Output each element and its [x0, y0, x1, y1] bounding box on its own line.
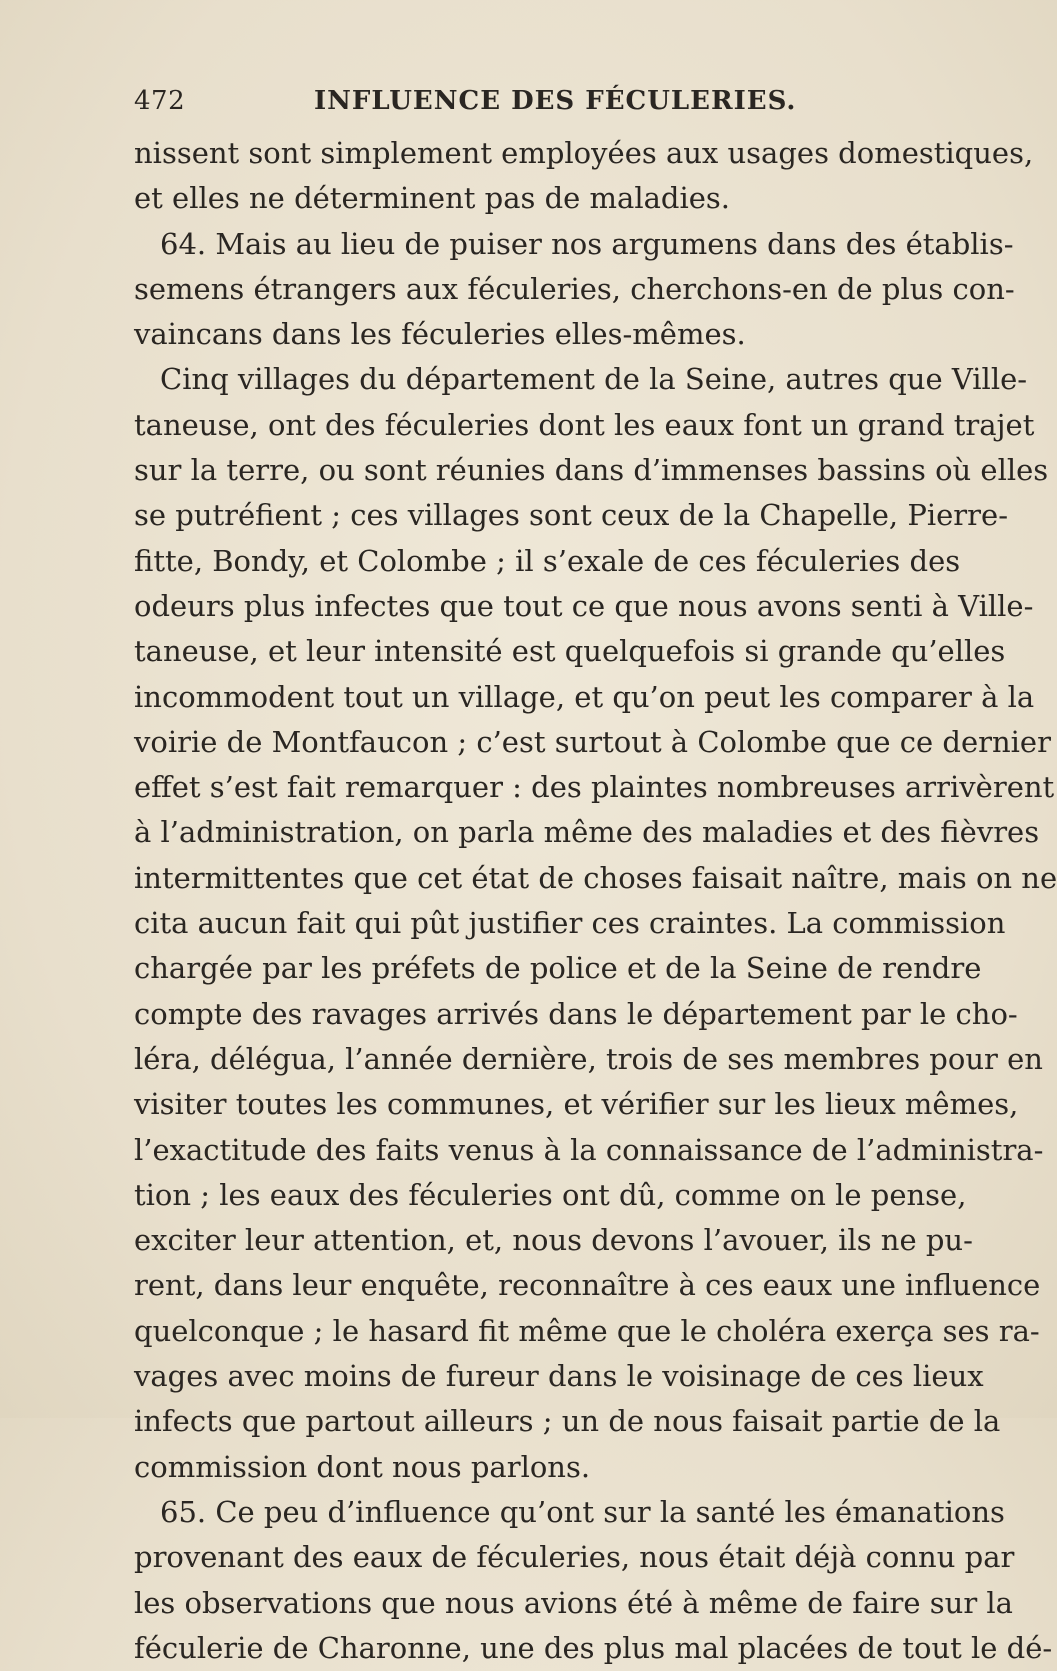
text-line: à l’administration, on parla même des maladies et des fièvres	[134, 815, 1040, 850]
text-line: taneuse, ont des féculeries dont les eaux font un grand trajet	[134, 407, 1035, 442]
text-line: voirie de Montfaucon ; c’est surtout à Colombe que ce dernier	[134, 724, 1051, 759]
text-line: semens étrangers aux féculeries, cherchons-en de plus con-	[134, 271, 1015, 306]
text-line: vaincans dans les féculeries elles-mêmes.	[134, 317, 746, 352]
text-line: quelconque ; le hasard fit même que le choléra exerça ses ra-	[134, 1313, 1040, 1348]
page-header	[134, 86, 797, 122]
text-line: visiter toutes les communes, et vérifier sur les lieux mêmes,	[134, 1087, 1019, 1122]
text-line: vages avec moins de fureur dans le voisinage de ces lieux	[134, 1359, 984, 1394]
text-line: sur la terre, ou sont réunies dans d’immenses bassins où elles	[134, 453, 1049, 488]
text-line: infects que partout ailleurs ; un de nous faisait partie de la	[134, 1404, 1001, 1439]
text-line: taneuse, et leur intensité est quelquefois si grande qu’elles	[134, 634, 1006, 669]
text-line: effet s’est fait remarquer : des plaintes nombreuses arrivèrent	[134, 770, 1055, 805]
text-line: et elles ne déterminent pas de maladies.	[134, 181, 730, 216]
text-line: se putréfient ; ces villages sont ceux de la Chapelle, Pierre-	[134, 498, 1008, 533]
text-line: féculerie de Charonne, une des plus mal placées de tout le dé-	[134, 1630, 1053, 1665]
text-line: exciter leur attention, et, nous devons l’avouer, ils ne pu-	[134, 1223, 973, 1258]
paragraph-start: Cinq villages du département de la Seine, autres que Ville-	[160, 362, 1028, 397]
paragraph-65-start: 65. Ce peu d’influence qu’ont sur la santé les émanations	[160, 1494, 1005, 1529]
page-number: 472	[134, 86, 186, 116]
text-line: compte des ravages arrivés dans le département par le cho-	[134, 996, 1018, 1031]
text-line: provenant des eaux de féculeries, nous était déjà connu par	[134, 1540, 1015, 1575]
running-title: INFLUENCE DES FÉCULERIES.	[314, 86, 797, 116]
text-line: incommodent tout un village, et qu’on peut les comparer à la	[134, 679, 1035, 714]
body-text	[134, 131, 1057, 1671]
text-line: odeurs plus infectes que tout ce que nous avons senti à Ville-	[134, 588, 1034, 623]
text-line: les observations que nous avions été à même de faire sur la	[134, 1585, 1013, 1620]
paragraph-64-start: 64. Mais au lieu de puiser nos argumens dans des établis-	[160, 226, 1014, 261]
text-line: intermittentes que cet état de choses faisait naître, mais on ne	[134, 860, 1057, 895]
text-line: chargée par les préfets de police et de la Seine de rendre	[134, 951, 982, 986]
text-line: rent, dans leur enquête, reconnaître à ces eaux une influence	[134, 1268, 1041, 1303]
text-line: nissent sont simplement employées aux usages domestiques,	[134, 136, 1034, 170]
text-line: cita aucun fait qui pût justifier ces craintes. La commission	[134, 906, 1006, 941]
text-line: fitte, Bondy, et Colombe ; il s’exale de ces féculeries des	[134, 543, 961, 578]
text-line: commission dont nous parlons.	[134, 1449, 591, 1484]
text-line: léra, délégua, l’année dernière, trois de ses membres pour en	[134, 1041, 1043, 1076]
text-line: tion ; les eaux des féculeries ont dû, comme on le pense,	[134, 1177, 967, 1212]
text-line: l’exactitude des faits venus à la connaissance de l’administra-	[134, 1132, 1044, 1167]
